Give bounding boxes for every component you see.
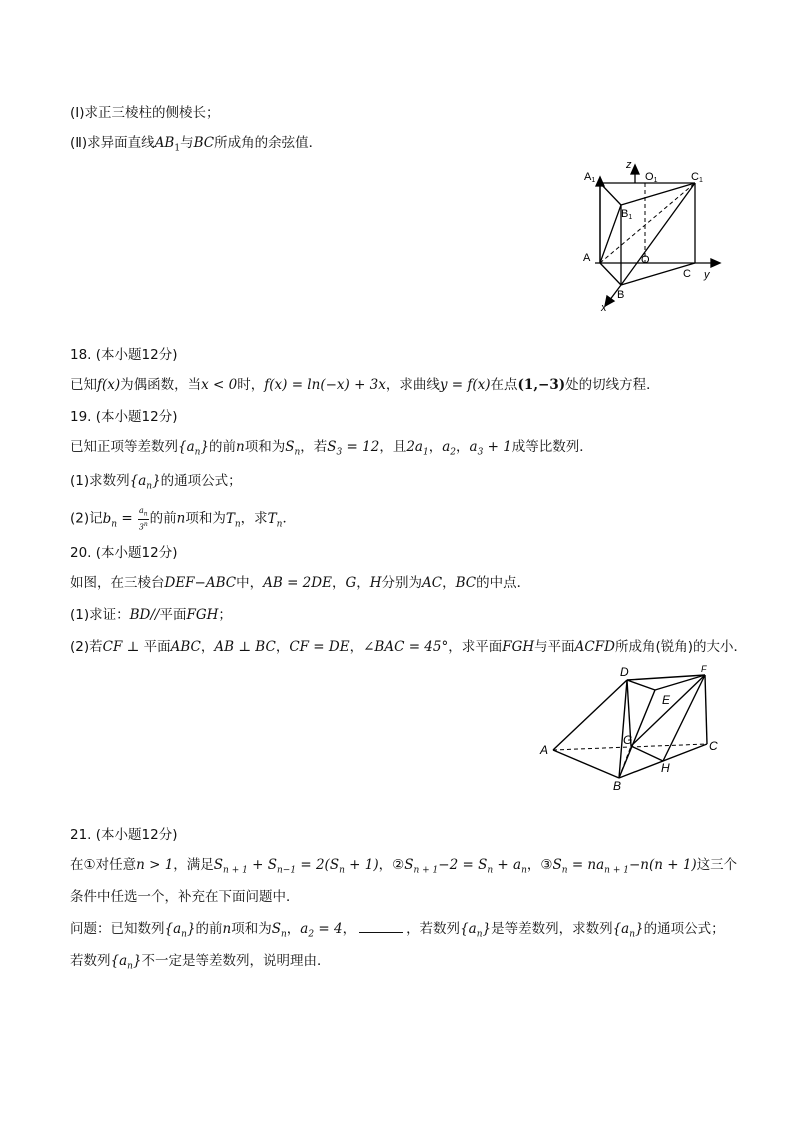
- q20-part1: (1)求证：BD//平面FGH；: [70, 607, 232, 623]
- label-E: E: [662, 693, 671, 707]
- label-C: C: [709, 739, 718, 753]
- q20-header: 20. (本小题12分): [70, 545, 178, 561]
- q17-part2: (Ⅱ)求异面直线$AB_1$与BC所成角的余弦值．: [70, 135, 323, 154]
- label-B: B: [613, 779, 622, 792]
- label-y: y: [704, 269, 710, 281]
- q19-part1: (1)求数列$\{a_n\}$的通项公式；: [70, 473, 242, 492]
- q21-line1: 在①对任意n > 1，满足$S_{n + 1} + S_{n-1} = 2(S_n + 1)$，$②S_{n + 1}-2 = S_n + a_n$，$③S_n = na_{n + 1}-n(n + 1)$这三个: [70, 857, 738, 876]
- label-C1: C1: [691, 171, 703, 184]
- q19-text: 已知正项等差数列$\{a_n\}$的前n项和为$S_n$，若$S_3 = 12$，且$2a_1$，$a_2$，$a_3 + 1$成等比数列．: [70, 439, 593, 458]
- q20-text: 如图，在三棱台DEF−ABC中，AB = 2DE，G，H分别为AC，BC的中点．: [70, 575, 531, 591]
- q18-header: 18. (本小题12分): [70, 347, 178, 363]
- label-O1: O1: [645, 171, 658, 184]
- q21-line3: 问题：已知数列$\{a_n\}$的前n项和为$S_n$，$a_2 = 4$， ，若数列$\{a_n\}$是等差数列，求数列$\{a_n\}$的通项公式；: [70, 921, 725, 940]
- label-G: G: [623, 733, 633, 747]
- label-A: A: [540, 743, 549, 757]
- label-B: B: [617, 289, 625, 301]
- fraction: $\frac{a_n}{3^n}$: [138, 506, 148, 532]
- label-O: O: [641, 254, 650, 266]
- label-F: F: [701, 664, 707, 674]
- label-A: A: [583, 252, 591, 264]
- q19-header: 19. (本小题12分): [70, 409, 178, 425]
- q19-part2: (2)记$b_n$ = $\frac{a_n}{3^n}$ 的前n项和为$T_n$，求$T_n$．: [70, 506, 296, 532]
- q21-line2: 条件中任选一个，补充在下面问题中．: [70, 889, 300, 905]
- label-x: x: [601, 302, 607, 314]
- label-A1: A1: [584, 171, 596, 184]
- label-z: z: [626, 159, 632, 171]
- label-B1: B1: [621, 208, 633, 221]
- q17-part1: (Ⅰ)求正三棱柱的侧棱长；: [70, 105, 220, 121]
- frustum-figure: [535, 662, 730, 792]
- q20-part2: (2)若CF ⊥ 平面ABC，AB ⊥ BC，CF = DE，∠BAC = 45°，求平面FGH与平面ACFD所成角(锐角)的大小．: [70, 639, 747, 655]
- q21-line4: 若数列$\{a_n\}$不一定是等差数列，说明理由．: [70, 953, 331, 972]
- label-H: H: [661, 761, 670, 775]
- label-C: C: [683, 268, 691, 280]
- label-D: D: [620, 665, 629, 679]
- q18-text: 已知f(x)为偶函数，当x < 0时，f(x) = ln(−x) + 3x，求曲线y = f(x)在点(1,−3)处的切线方程．: [70, 377, 660, 393]
- q21-header: 21. (本小题12分): [70, 827, 178, 843]
- prism-figure: [575, 155, 735, 315]
- fill-blank[interactable]: [359, 920, 403, 933]
